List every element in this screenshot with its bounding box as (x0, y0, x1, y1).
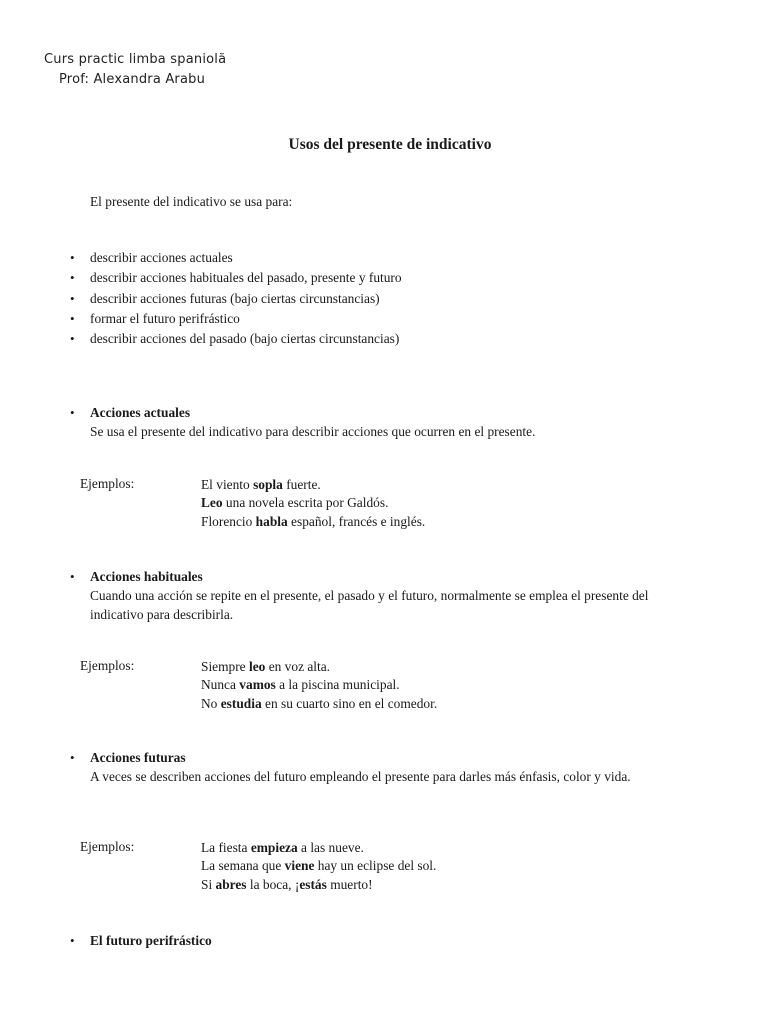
examples-label: Ejemplos: (80, 476, 135, 491)
bullet-icon: • (70, 331, 75, 347)
examples-label: Ejemplos: (80, 658, 135, 673)
section-text: Cuando una acción se repite en el presente, el pasado y el futuro, normalmente se emplea el presente del indicativo para describirla. (90, 588, 649, 622)
course-name: Curs practic limba spaniolă (44, 52, 227, 67)
example-line: La fiesta empieza a las nueve. (201, 840, 364, 855)
example-line: No estudia en su cuarto sino en el comedor. (201, 695, 438, 711)
section-heading: El futuro perifrástico (90, 933, 212, 948)
professor-name: Prof: Alexandra Arabu (59, 72, 206, 87)
bullet-icon: • (70, 270, 75, 286)
example-line: El viento sopla fuerte. (201, 477, 321, 492)
bullet-icon: • (70, 250, 75, 265)
section-acciones-futuras (70, 748, 690, 786)
example-line: Leo una novela escrita por Galdós. (201, 495, 389, 511)
bullet-icon: • (70, 569, 75, 584)
example-line: Florencio habla español, francés e inglés. (201, 513, 426, 529)
bullet-icon: • (70, 290, 75, 306)
document-header (44, 50, 226, 90)
example-line: Nunca vamos a la piscina municipal. (201, 677, 400, 693)
section-futuro-perifrastico (70, 931, 690, 950)
bullet-icon: • (70, 310, 75, 326)
section-heading: Acciones futuras (90, 750, 186, 765)
intro-text: El presente del indicativo se usa para: (90, 194, 293, 209)
section-text: Se usa el presente del indicativo para describir acciones que ocurren en el presente. (90, 424, 536, 439)
section-acciones-habituales (70, 567, 690, 624)
bullet-icon: • (70, 405, 75, 420)
page-title: Usos del presente de indicativo (288, 136, 492, 153)
section-acciones-actuales (70, 403, 690, 441)
example-line: Si abres la boca, ¡estás muerto! (201, 876, 373, 892)
list-item: • describir acciones del pasado (bajo ciertas circunstancias) (90, 329, 402, 349)
example-line: La semana que viene hay un eclipse del sol. (201, 858, 437, 874)
list-item: • describir acciones habituales del pasado, presente y futuro (90, 268, 402, 288)
section-heading: Acciones actuales (90, 405, 191, 420)
bullet-icon: • (70, 933, 75, 948)
section-heading: Acciones habituales (90, 569, 203, 584)
section-text: A veces se describen acciones del futuro empleando el presente para darles más énfasis, color y vida. (90, 769, 631, 784)
list-item: • describir acciones futuras (bajo ciertas circunstancias) (90, 289, 402, 309)
list-item: • formar el futuro perifrástico (90, 309, 402, 329)
examples-label: Ejemplos: (80, 839, 135, 854)
example-line: Siempre leo en voz alta. (201, 659, 331, 674)
uses-list (70, 248, 402, 349)
bullet-icon: • (70, 750, 75, 765)
list-item: • describir acciones actuales (90, 248, 402, 268)
